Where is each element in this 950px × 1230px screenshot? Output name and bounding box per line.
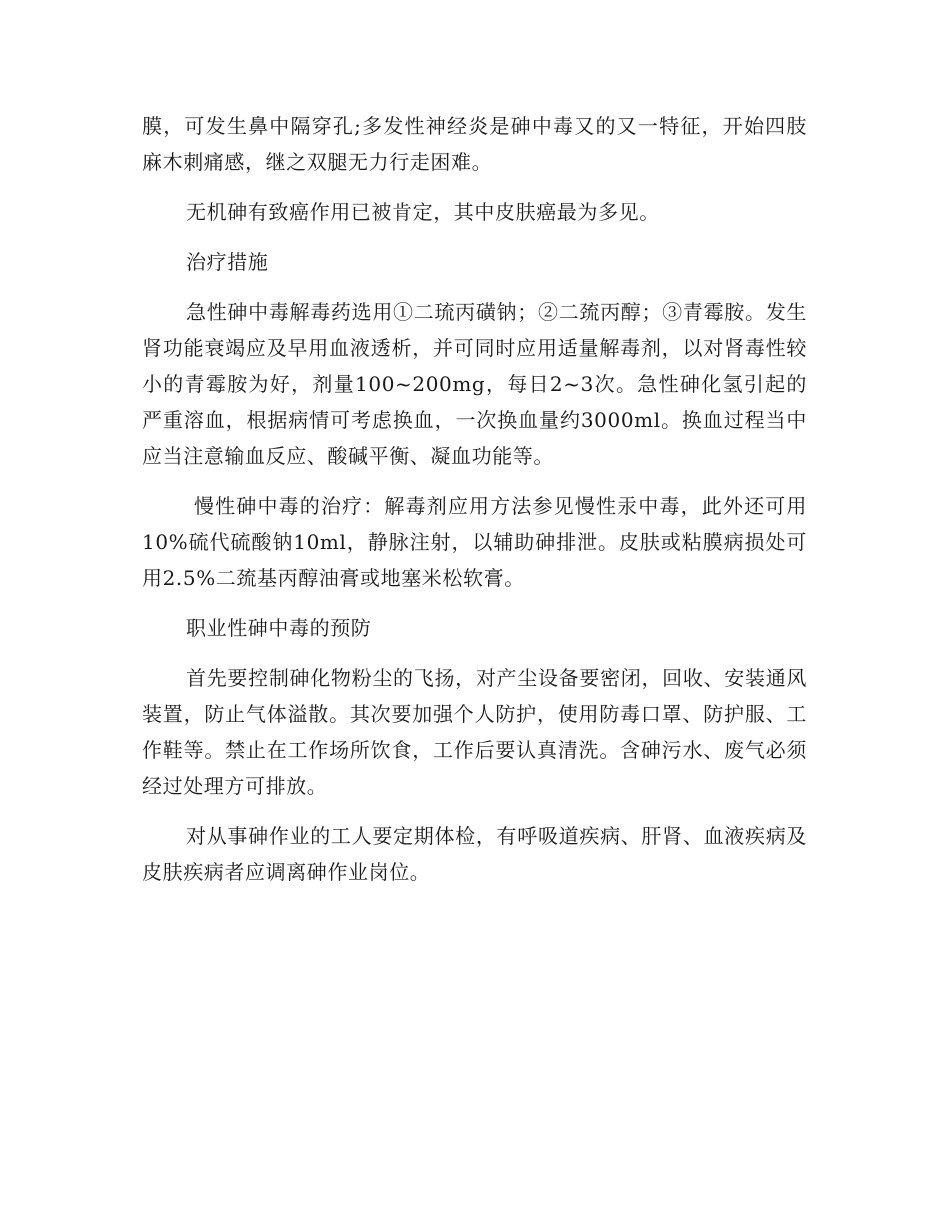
paragraph-acute-treatment: 急性砷中毒解毒药选用①二琉丙磺钠；②二巯丙醇；③青霉胺。发生肾功能衰竭应及早用血液透析，并可同时应用适量解毒剂，以对肾毒性较小的青霉胺为好，剂量100~200mg，每日2~3次。急性砷化氢引起的严重溶血，根据病情可考虑换血，一次换血量约3000ml。换血过程当中应当注意输血反应、酸碱平衡、凝血功能等。 [142,300,807,468]
paragraph-continuation: 膜，可发生鼻中隔穿孔;多发性神经炎是砷中毒又的又一特征，开始四肢麻木刺痛感，继之双腿无力行走困难。 [142,114,807,174]
paragraph-chronic-treatment: 慢性砷中毒的治疗：解毒剂应用方法参见慢性汞中毒，此外还可用10%硫代硫酸钠10ml，静脉注射，以辅助砷排泄。皮肤或粘膜病损处可用2.5%二巯基丙醇油膏或地塞米松软膏。 [142,494,807,590]
paragraph-carcinogenicity: 无机砷有致癌作用已被肯定，其中皮肤癌最为多见。 [186,200,660,224]
document-body [142,108,807,904]
paragraph-health-checks: 对从事砷作业的工人要定期体检，有呼吸道疾病、肝肾、血液疾病及皮肤疾病者应调离砷作业岗位。 [142,824,807,884]
paragraph-prevention-measures: 首先要控制砷化物粉尘的飞扬，对产尘设备要密闭，回收、安装通风装置，防止气体溢散。其次要加强个人防护，使用防毒口罩、防护服、工作鞋等。禁止在工作场所饮食，工作后要认真清洗。含砷污水、废气必须经过处理方可排放。 [142,666,807,798]
section-heading-treatment: 治疗措施 [186,250,269,274]
section-heading-prevention: 职业性砷中毒的预防 [186,616,372,640]
